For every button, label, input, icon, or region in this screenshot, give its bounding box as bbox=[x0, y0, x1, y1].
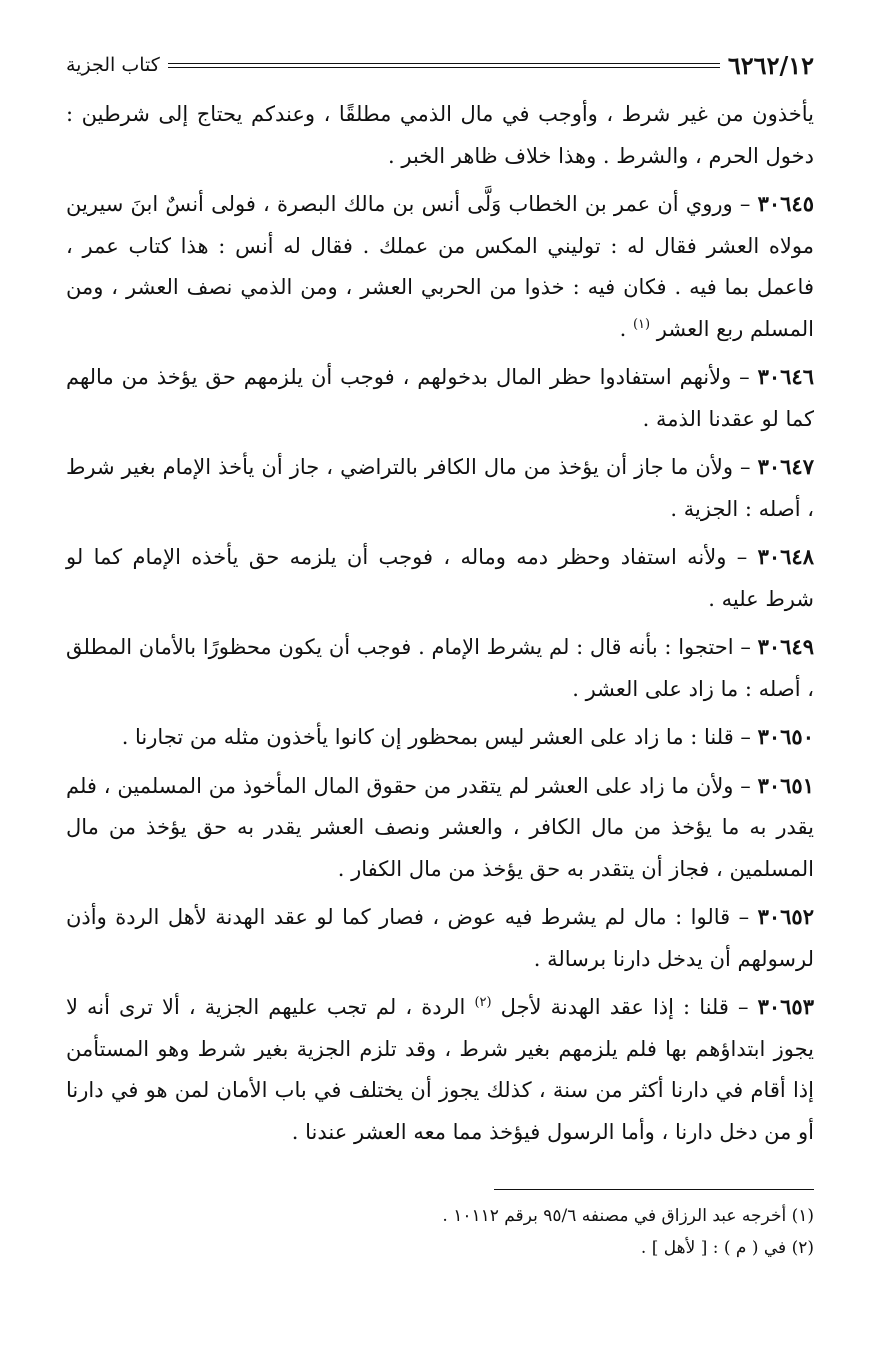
paragraph bbox=[66, 94, 814, 177]
paragraph-text-tail: . bbox=[619, 316, 633, 341]
paragraph-text-tail: الردة ، لم تجب عليهم الجزية ، ألا ترى أنه لا يجوز ابتداؤهم بها فلم يلزمهم بغير شرط ، وقد تلزم الجزية بغير شرط وهو المستأمن إذا أقام في دارنا أكثر من سنة ، كذلك يجوز أن يختلف في باب الأمان لمن هو في دارنا أو من دخل دارنا ، وأما الرسول فيؤخذ مما معه العشر عندنا . bbox=[66, 995, 814, 1144]
header-rule bbox=[168, 63, 720, 68]
paragraph: ٣٠٦٤٥ – وروي أن عمر بن الخطاب وَلَّى أنس بن مالك البصرة ، فولى أنسٌ ابنَ سيرين مولاه العشر فقال له : توليني المكس من عملك . فقال له أنس : هذا كتاب عمر ، فاعمل بما فيه . فكان فيه : خذوا من الحربي العشر ، ومن الذمي نصف العشر ، ومن المسلم ربع العشر $^{(١)}$ . bbox=[66, 191, 814, 341]
paragraph-text: قالوا : مال لم يشرط فيه عوض ، فصار كما لو عقد الهدنة لأهل الردة وأذن لرسولهم أن يدخل دارنا برسالة . bbox=[66, 905, 814, 971]
paragraph-number: ٣٠٦٥٢ bbox=[757, 904, 814, 929]
paragraph-number: ٣٠٦٤٧ bbox=[757, 454, 814, 479]
footnote: (١) أخرجه عبد الرزاق في مصنفه ٩٥/٦ برقم ١٠١١٢ . bbox=[442, 1206, 814, 1226]
footnote-reference[interactable]: (٢) bbox=[474, 995, 492, 1010]
paragraph: ٣٠٦٥١ – ولأن ما زاد على العشر لم يتقدر من حقوق المال المأخوذ من المسلمين ، فلم يقدر به ما يؤخذ من مال الكافر ، والعشر ونصف العشر يقدر به حق يؤخذ من مال المسلمين ، فجاز أن يتقدر به حق يؤخذ من مال الكفار . bbox=[66, 772, 814, 881]
paragraph: ٣٠٦٤٩ – احتجوا : بأنه قال : لم يشرط الإمام . فوجب أن يكون محظورًا بالأمان المطلق ، أصله : ما زاد على العشر . bbox=[66, 634, 814, 701]
paragraph-text: يأخذون من غير شرط ، وأوجب في مال الذمي مطلقًا ، وعندكم يحتاج إلى شرطين : دخول الحرم ، والشرط . وهذا خلاف ظاهر الخبر . bbox=[66, 102, 814, 168]
footnote: (٢) في ( م ) : [ لأهل ] . bbox=[640, 1238, 814, 1258]
paragraph-text: ولأن ما زاد على العشر لم يتقدر من حقوق المال المأخوذ من المسلمين ، فلم يقدر به ما يؤخذ من مال الكافر ، والعشر ونصف العشر يقدر به حق يؤخذ من مال المسلمين ، فجاز أن يتقدر به حق يؤخذ من مال الكفار . bbox=[66, 773, 814, 881]
footnote-rule bbox=[494, 1189, 814, 1190]
paragraph-text: ولأن ما جاز أن يؤخذ من مال الكافر بالتراضي ، جاز أن يأخذ الإمام بغير شرط ، أصله : الجزية . bbox=[66, 455, 814, 521]
paragraph-text: قلنا : ما زاد على العشر ليس بمحظور إن كانوا يأخذون مثله من تجارنا . bbox=[121, 725, 734, 749]
footnote-reference[interactable]: (١) bbox=[632, 316, 651, 332]
paragraph-text: وروي أن عمر بن الخطاب وَلَّى أنس بن مالك البصرة ، فولى أنسٌ ابنَ سيرين مولاه العشر فقال له : توليني المكس من عملك . فقال له أنس : هذا كتاب عمر ، فاعمل بما فيه . فكان فيه : خذوا من الحربي العشر ، ومن الذمي نصف العشر ، ومن المسلم ربع العشر bbox=[66, 192, 814, 341]
paragraph-number: ٣٠٦٥٠ bbox=[757, 724, 814, 749]
paragraph-number: ٣٠٦٤٩ bbox=[757, 634, 814, 659]
running-header bbox=[66, 50, 814, 80]
paragraph-text: ولأنهم استفادوا حظر المال بدخولهم ، فوجب أن يلزمهم حق يؤخذ من مالهم كما لو عقدنا الذمة . bbox=[66, 365, 814, 431]
book-page bbox=[66, 50, 814, 1264]
paragraph-number: ٣٠٦٥٣ bbox=[757, 994, 814, 1019]
paragraph-number: ٣٠٦٤٥ bbox=[757, 191, 814, 216]
footnotes bbox=[66, 1200, 814, 1264]
paragraph-text: احتجوا : بأنه قال : لم يشرط الإمام . فوجب أن يكون محظورًا بالأمان المطلق ، أصله : ما زاد على العشر . bbox=[66, 635, 814, 701]
paragraph-number: ٣٠٦٤٨ bbox=[757, 544, 814, 569]
paragraph: ٣٠٦٥٠ – قلنا : ما زاد على العشر ليس بمحظور إن كانوا يأخذون مثله من تجارنا . bbox=[121, 724, 814, 749]
paragraph-number: ٣٠٦٥١ bbox=[757, 772, 814, 798]
paragraph: ٣٠٦٤٦ – ولأنهم استفادوا حظر المال بدخولهم ، فوجب أن يلزمهم حق يؤخذ من مالهم كما لو عقدنا الذمة . bbox=[66, 364, 814, 431]
paragraph: ٣٠٦٥٣ – قلنا : إذا عقد الهدنة لأجل $^{(٢)}$ الردة ، لم تجب عليهم الجزية ، ألا ترى أنه لا يجوز ابتداؤهم بها فلم يلزمهم بغير شرط ، وقد تلزم الجزية بغير شرط وهو المستأمن إذا أقام في دارنا أكثر من سنة ، كذلك يجوز أن يختلف في باب الأمان لمن هو في دارنا أو من دخل دارنا ، وأما الرسول فيؤخذ مما معه العشر عندنا . bbox=[66, 994, 814, 1144]
book-title: كتاب الجزية bbox=[66, 54, 160, 76]
page-number: ٦٢٦٢/١٢ bbox=[727, 50, 814, 80]
paragraph-text: قلنا : إذا عقد الهدنة لأجل bbox=[500, 995, 729, 1019]
paragraph-number: ٣٠٦٤٦ bbox=[757, 364, 814, 389]
paragraph-text: ولأنه استفاد وحظر دمه وماله ، فوجب أن يلزمه حق يأخذه الإمام كما لو شرط عليه . bbox=[66, 545, 814, 611]
body-text bbox=[66, 94, 814, 1153]
paragraph: ٣٠٦٥٢ – قالوا : مال لم يشرط فيه عوض ، فصار كما لو عقد الهدنة لأهل الردة وأذن لرسولهم أن يدخل دارنا برسالة . bbox=[66, 904, 814, 971]
paragraph: ٣٠٦٤٨ – ولأنه استفاد وحظر دمه وماله ، فوجب أن يلزمه حق يأخذه الإمام كما لو شرط عليه . bbox=[66, 544, 814, 611]
paragraph: ٣٠٦٤٧ – ولأن ما جاز أن يؤخذ من مال الكافر بالتراضي ، جاز أن يأخذ الإمام بغير شرط ، أصله : الجزية . bbox=[66, 454, 814, 521]
